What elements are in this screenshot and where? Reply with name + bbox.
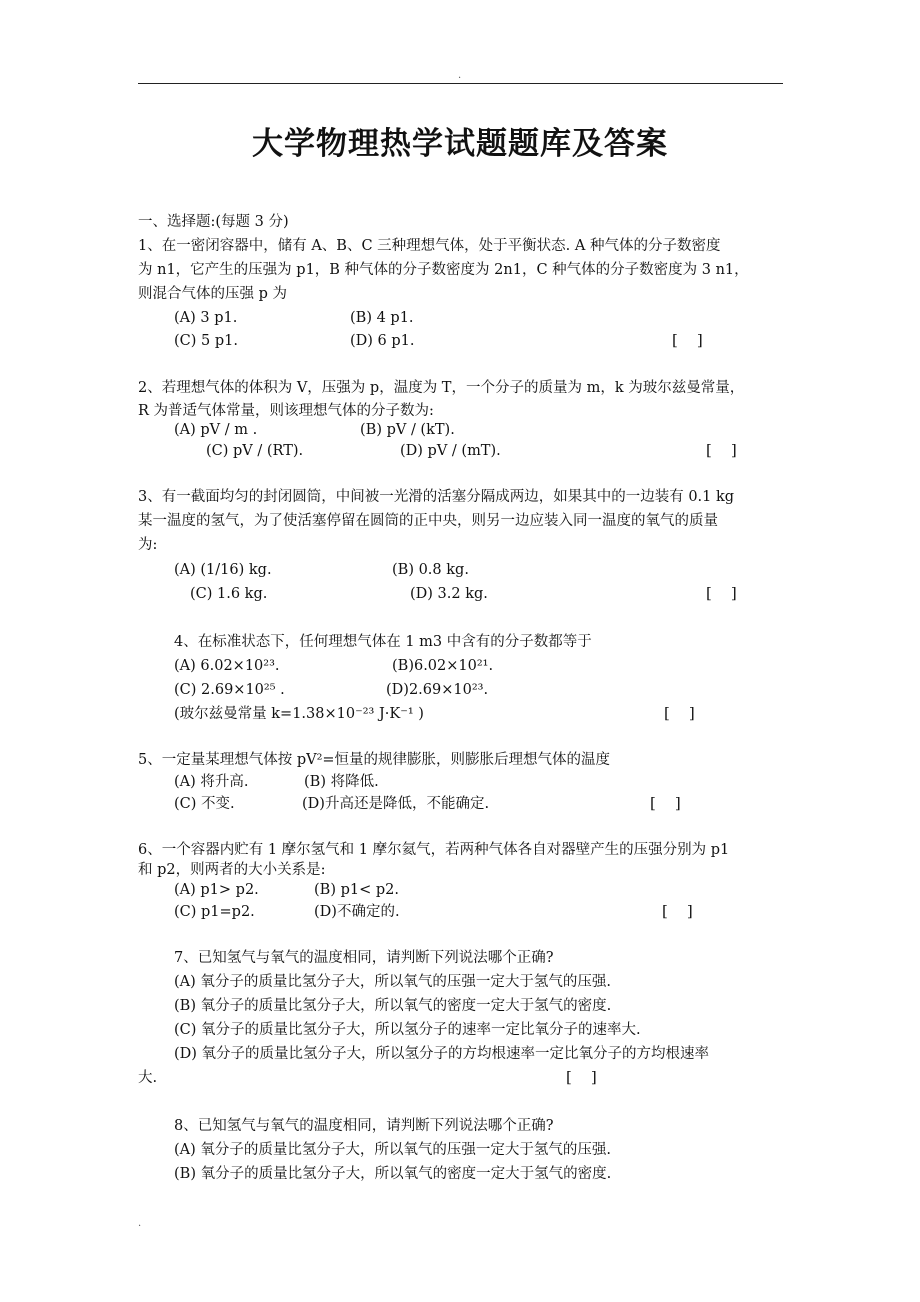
q5-option-a: (A) 将升高. [174,774,249,790]
q5-stem-line-1: 5、一定量某理想气体按 pV²=恒量的规律膨胀，则膨胀后理想气体的温度 [138,752,611,768]
q6-option-a: (A) p1> p2. [174,882,259,898]
q3-option-b: (B) 0.8 kg. [392,562,469,578]
footer-dot: . [138,1218,142,1229]
q4-stem-line-1: 4、在标准状态下，任何理想气体在 1 m3 中含有的分子数都等于 [174,634,592,650]
q2-option-d: (D) pV / (mT). [400,443,501,459]
q6-answer-bracket[interactable]: [ ] [662,902,693,920]
header-rule [138,83,783,84]
q1-answer-bracket[interactable]: [ ] [672,331,703,349]
q4-option-d: (D)2.69×10²³. [386,682,489,698]
q4-constant-note: (玻尔兹曼常量 k=1.38×10⁻²³ J·K⁻¹ ) [174,706,424,722]
q1-stem-line-1: 1、在一密闭容器中，储有 A、B、C 三种理想气体，处于平衡状态. A 种气体的分子数密度 [138,238,721,254]
q3-option-d: (D) 3.2 kg. [410,586,488,602]
q3-stem-line-1: 3、有一截面均匀的封闭圆筒，中间被一光滑的活塞分隔成两边，如果其中的一边装有 0.1 kg [138,489,735,505]
q8-stem-line-1: 8、已知氢气与氧气的温度相同，请判断下列说法哪个正确? [174,1118,554,1134]
q8-option-a: (A) 氧分子的质量比氢分子大，所以氧气的压强一定大于氢气的压强. [174,1142,612,1158]
q1-stem-line-2: 为 n1，它产生的压强为 p1，B 种气体的分子数密度为 2n1，C 种气体的分子数密度为 3 n1， [138,262,749,278]
section-heading: 一、选择题:(每题 3 分) [138,214,289,230]
q3-option-a: (A) (1/16) kg. [174,562,272,578]
q2-option-c: (C) pV / (RT). [206,443,304,459]
q3-stem-line-3: 为: [138,537,158,553]
q7-option-d-continued: 大. [138,1070,158,1086]
q4-answer-bracket[interactable]: [ ] [664,704,695,722]
q3-answer-bracket[interactable]: [ ] [706,584,737,602]
q7-stem-line-1: 7、已知氢气与氧气的温度相同，请判断下列说法哪个正确? [174,950,554,966]
q7-option-b: (B) 氧分子的质量比氢分子大，所以氧气的密度一定大于氢气的密度. [174,998,612,1014]
q7-answer-bracket[interactable]: [ ] [566,1068,597,1086]
q1-stem-line-3: 则混合气体的压强 p 为 [138,286,287,302]
q5-option-d: (D)升高还是降低，不能确定. [302,796,490,812]
q8-option-b: (B) 氧分子的质量比氢分子大，所以氧气的密度一定大于氢气的密度. [174,1166,612,1182]
q2-answer-bracket[interactable]: [ ] [706,441,737,459]
q7-option-d: (D) 氧分子的质量比氢分子大，所以氢分子的方均根速率一定比氧分子的方均根速率 [174,1046,710,1062]
q3-option-c: (C) 1.6 kg. [190,586,268,602]
q5-answer-bracket[interactable]: [ ] [650,794,681,812]
q5-option-b: (B) 将降低. [304,774,379,790]
q6-stem-line-2: 和 p2，则两者的大小关系是: [138,862,326,878]
q1-option-a: (A) 3 p1. [174,310,238,326]
q2-stem-line-2: R 为普适气体常量，则该理想气体的分子数为: [138,403,434,419]
q6-option-d: (D)不确定的. [314,904,400,920]
q4-option-c: (C) 2.69×10²⁵ . [174,682,285,698]
q5-option-c: (C) 不变. [174,796,235,812]
header-dot: . [458,70,462,81]
q1-option-d: (D) 6 p1. [350,333,415,349]
q1-option-b: (B) 4 p1. [350,310,414,326]
q6-stem-line-1: 6、一个容器内贮有 1 摩尔氢气和 1 摩尔氦气，若两种气体各自对器壁产生的压强分别为 p1 [138,842,730,858]
q1-option-c: (C) 5 p1. [174,333,238,349]
q4-option-a: (A) 6.02×10²³. [174,658,280,674]
q2-stem-line-1: 2、若理想气体的体积为 V，压强为 p，温度为 T，一个分子的质量为 m，k 为玻尔兹曼常量， [138,380,745,396]
page-title: 大学物理热学试题题库及答案 [252,126,668,162]
q6-option-b: (B) p1< p2. [314,882,399,898]
q2-option-b: (B) pV / (kT). [360,422,455,438]
q6-option-c: (C) p1=p2. [174,904,255,920]
q4-option-b: (B)6.02×10²¹. [392,658,494,674]
q2-option-a: (A) pV / m . [174,422,258,438]
q3-stem-line-2: 某一温度的氢气，为了使活塞停留在圆筒的正中央，则另一边应装入同一温度的氧气的质量 [138,513,718,529]
q7-option-c: (C) 氧分子的质量比氢分子大，所以氢分子的速率一定比氧分子的速率大. [174,1022,641,1038]
q7-option-a: (A) 氧分子的质量比氢分子大，所以氧气的压强一定大于氢气的压强. [174,974,612,990]
